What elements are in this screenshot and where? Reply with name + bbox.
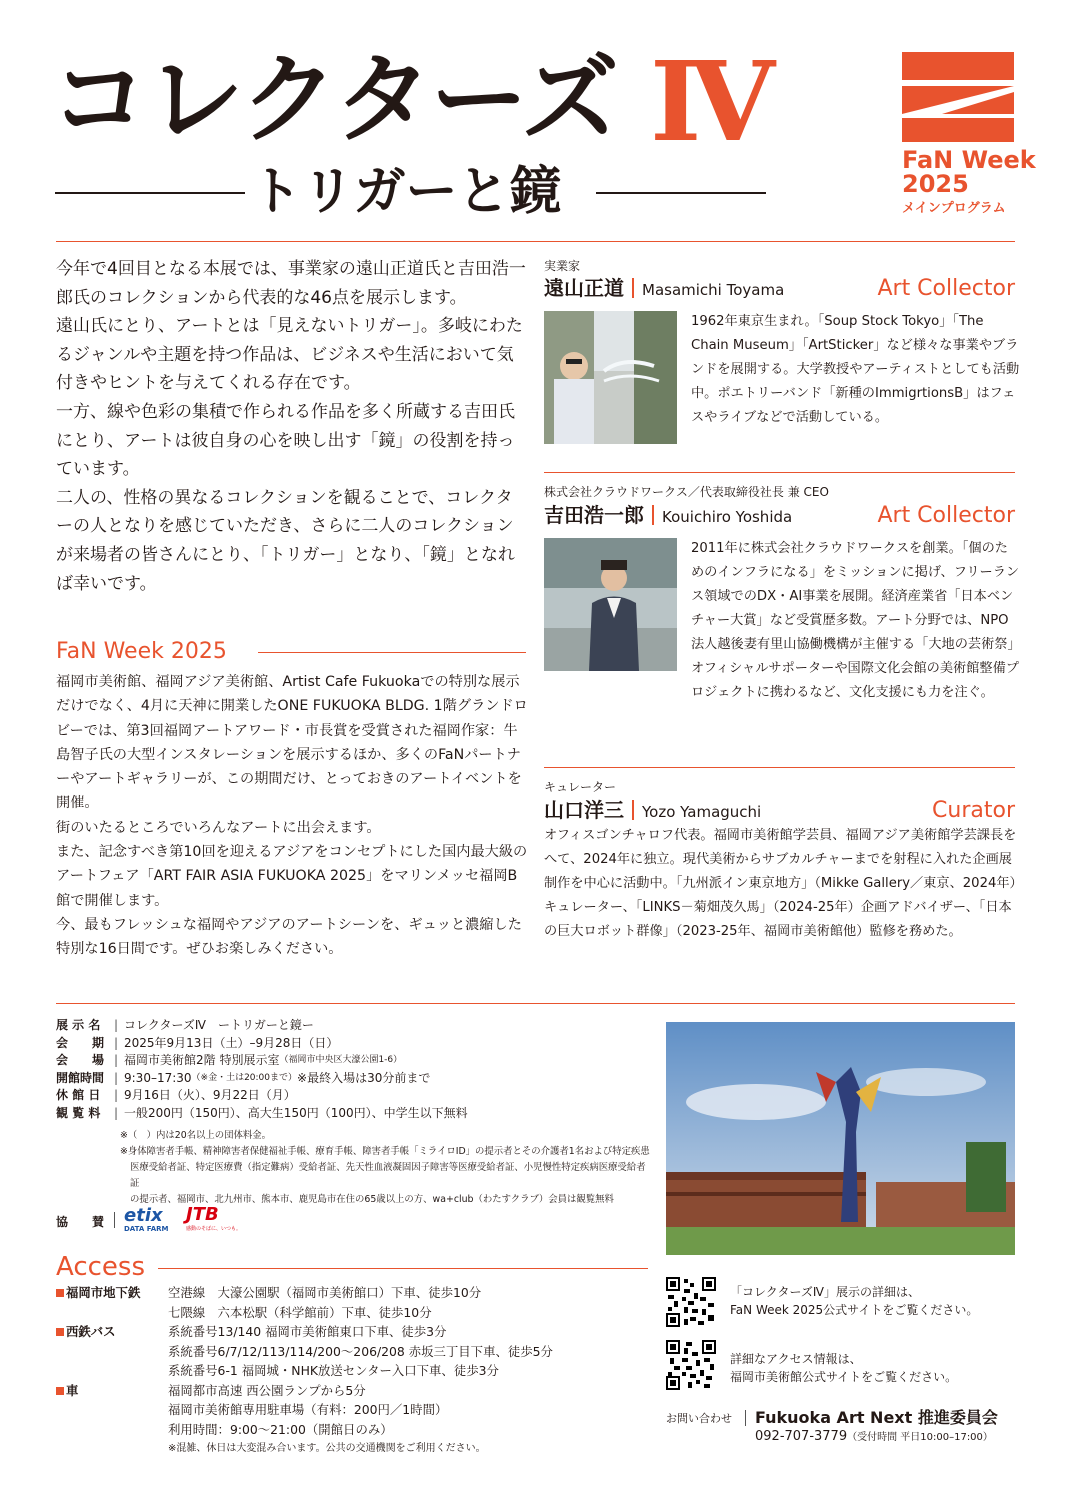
access-rule — [158, 1268, 648, 1269]
access-label: 西鉄バス — [56, 1322, 168, 1381]
qr-caption-line: 詳細なアクセス情報は、 — [730, 1352, 862, 1366]
note-line: の提示者、福岡市、北九州市、熊本市、鹿児島市在住の65歳以上の方、wa+club（わたすクラブ）会員は観覧無料 — [130, 1194, 614, 1205]
intro-text — [56, 255, 526, 598]
title-numeral: Ⅳ — [650, 37, 769, 166]
access-info — [56, 1283, 656, 1459]
fan-week-paragraph: 街のいたるところでいろんなアートに出会えます。 — [56, 819, 381, 836]
person-bio: オフィスゴンチャロフ代表。福岡市美術館学芸員、福岡アジア美術館学芸課長をへて、2024年に独立。現代美術からサブカルチャーまでを射程に入れた企画展制作を中心に活動中。「九州派イン東京地方」（Mikke Gallery／東京、2024年）キュレーター、「LINKS－菊畑茂久馬」（2024-25年）企画アドバイザー、「日本の巨大ロボット群像」（2023-25年、福岡市美術館他）監修を務めた。 — [544, 828, 1017, 939]
person-type: Art Collector — [877, 276, 1015, 301]
info-label: 展 示 名 — [56, 1018, 101, 1032]
person-bio: 2011年に株式会社クラウドワークスを創業。「個のためのインフラになる」をミッションに掲げ、フリーランス領域でのDX・AI事業を展開。経済産業省「日本ベンチャー大賞」など受賞歴多数。アート分野では、NPO法人越後妻有里山協働機構が主催する「大地の芸術祭」オフィシャルサポーターや国際文化会館の美術館整備プロジェクトに携わるなど、文化支援にも力を注ぐ。 — [691, 541, 1021, 700]
access-line: 福岡市美術館専用駐車場（有料：200円／1時間） — [168, 1402, 448, 1417]
note-line: 医療受給者証、特定医療費（指定難病）受給者証、先天性血液凝固因子障害等医療受給者証、小児慢性特定疾病医療受給者証 — [130, 1162, 646, 1189]
qr-caption-line: 「コレクターズⅣ」展示の詳細は、 — [730, 1285, 920, 1299]
info-label: 開館時間 — [56, 1070, 105, 1085]
access-footnote: ※混雑、休日は大変混み合います。公共の交通機関をご利用ください。 — [168, 1443, 486, 1454]
access-line: 系統番号6/7/12/113/114/200〜206/208 赤坂三丁目下車、徒歩5分 — [168, 1343, 553, 1359]
person-name-en: Masamichi Toyama — [642, 281, 785, 299]
subtitle: トリガーと鏡 — [250, 162, 562, 222]
access-line: 利用時間：9:00〜21:00（開館日のみ） — [168, 1421, 393, 1437]
sponsor-label: 協 賛 — [56, 1215, 105, 1229]
info-value: 9月16日（火）、9月22日（月） — [124, 1088, 296, 1103]
info-row: 展 示 名 | コレクターズⅣ ートリガーと鏡ー — [56, 1017, 656, 1035]
page-title: コレクターズ — [50, 43, 618, 157]
access-lines — [168, 1381, 447, 1440]
info-label: 休 館 日 — [56, 1088, 101, 1103]
person-name-ja: 吉田浩一郎 — [544, 503, 644, 527]
fan-week-paragraph: 今、最もフレッシュな福岡やアジアのアートシーンを、ギュッと濃縮した特別な16日間です。ぜひお楽しみください。 — [56, 916, 522, 958]
info-value-note: （福岡市中央区大濠公園1-6） — [279, 1055, 403, 1066]
info-row: 会 場 | 福岡市美術館2階 特別展示室 （福岡市中央区大濠公園1-6） — [56, 1052, 656, 1070]
person-divider — [544, 767, 1015, 768]
sponsor-separator — [114, 1212, 115, 1228]
info-value-tail: ※最終入場は30分前まで — [297, 1070, 431, 1085]
info-row: 観 覧 料 | 一般200円（150円）、高大生150円（100円）、中学生以下無料 — [56, 1105, 656, 1123]
header-divider — [56, 241, 1015, 242]
person-bio: 1962年東京生まれ。「Soup Stock Tokyo」「The Chain Museum」「ArtSticker」など様々な事業やブランドを展開する。大学教授やアーティストとしても活動中。ポエトリーバンド「新種のImmigrtionsB」はフェスやライブなどで活動している。 — [691, 314, 1020, 425]
name-separator — [652, 505, 654, 525]
toyama-photo — [544, 311, 677, 444]
person-name-en: Yozo Yamaguchi — [642, 803, 762, 821]
logo-year: 2025 — [902, 170, 969, 198]
contact-label: お問い合わせ — [666, 1412, 732, 1425]
intro-paragraph: 二人の、性格の異なるコレクションを観ることで、コレクターの人となりを感じていただき、さらに二人のコレクションが来場者の皆さんにとり、「トリガー」となり、「鏡」となれば幸いです。 — [56, 487, 515, 594]
person-role: キュレーター — [544, 780, 617, 794]
qr-caption — [730, 1350, 957, 1386]
person-name-ja: 山口洋三 — [544, 798, 624, 822]
jtb-logo-sub: 感動のそばに、いつも。 — [186, 1226, 242, 1232]
phone-number: 092-707-3779 — [755, 1429, 848, 1444]
access-row — [56, 1283, 656, 1322]
info-value: 一般200円（150円）、高大生150円（100円）、中学生以下無料 — [124, 1105, 468, 1120]
access-row — [56, 1381, 656, 1440]
exhibition-info — [56, 1017, 656, 1123]
subtitle-rule-right — [596, 192, 766, 194]
person-divider — [544, 472, 1015, 473]
info-row: 会 期 | 2025年9月13日（土）–9月28日（日） — [56, 1035, 656, 1053]
subtitle-rule-left — [55, 192, 245, 194]
qr-code-icon[interactable] — [666, 1340, 716, 1390]
etix-logo — [124, 1207, 180, 1233]
logo-subtitle: メインプログラム — [902, 201, 1006, 216]
intro-paragraph: 遠山氏にとり、アートとは「見えないトリガー」。多岐にわたるジャンルや主題を持つ作品は、ビジネスや生活において気付きやヒントを与えてくれる存在です。 — [56, 316, 523, 394]
access-heading: Access — [56, 1252, 146, 1282]
contact-phone — [755, 1428, 993, 1444]
contact-org: Fukuoka Art Next 推進委員会 — [755, 1408, 998, 1427]
note-line: ※（ ）内は20名以上の団体料金。 — [120, 1130, 272, 1141]
access-lines — [168, 1322, 553, 1381]
etix-logo-mark: etix — [124, 1205, 163, 1226]
qr-caption-line: FaN Week 2025公式サイトをご覧ください。 — [730, 1303, 979, 1317]
info-label: 会 期 — [56, 1035, 105, 1050]
info-divider — [56, 1003, 1015, 1004]
access-row — [56, 1322, 656, 1381]
person-name — [544, 502, 792, 530]
info-value-note: （※金・土は20:00まで） — [191, 1072, 298, 1083]
info-label: 会 場 — [56, 1053, 105, 1068]
access-lines — [168, 1283, 481, 1322]
fee-notes — [120, 1128, 650, 1208]
info-value: 2025年9月13日（土）–9月28日（日） — [124, 1035, 339, 1050]
person-name-ja: 遠山正道 — [544, 276, 624, 300]
name-separator — [632, 800, 634, 820]
qr-caption — [730, 1283, 978, 1319]
access-line: 系統番号6-1 福岡城・NHK放送センター入口下車、徒歩3分 — [168, 1363, 499, 1378]
jtb-logo — [186, 1205, 246, 1232]
fan-week-logo-icon — [902, 52, 1014, 142]
note-line: ※身体障害者手帳、精神障害者保健福祉手帳、療育手帳、障害者手帳「ミライロID」の提示者とその介護者1名および特定疾患 — [120, 1146, 650, 1157]
qr-caption-line: 福岡市美術館公式サイトをご覧ください。 — [730, 1370, 958, 1384]
fan-week-heading: FaN Week 2025 — [56, 639, 227, 664]
info-value: 福岡市美術館2階 特別展示室 — [124, 1053, 280, 1068]
person-type: Art Collector — [877, 503, 1015, 528]
person-role: 実業家 — [544, 259, 581, 273]
yoshida-photo — [544, 538, 677, 671]
person-role: 株式会社クラウドワークス／代表取締役社長 兼 CEO — [544, 485, 829, 499]
access-line: 福岡都市高速 西公園ランプから5分 — [168, 1382, 366, 1398]
person-type: Curator — [932, 798, 1015, 823]
access-line: 空港線 大濠公園駅（福岡市美術館口）下車、徒歩10分 — [168, 1285, 482, 1300]
person-name — [544, 275, 784, 303]
info-value: 9:30–17:30 — [124, 1070, 192, 1085]
access-label: 福岡市地下鉄 — [56, 1283, 168, 1322]
museum-photo — [666, 1022, 1015, 1255]
access-line: 系統番号13/140 福岡市美術館東口下車、徒歩3分 — [168, 1324, 447, 1339]
fan-week-body — [56, 670, 531, 962]
info-row: 休 館 日 | 9月16日（火）、9月22日（月） — [56, 1087, 656, 1105]
fan-week-paragraph: 福岡市美術館、福岡アジア美術館、Artist Cafe Fukuokaでの特別な展示だけでなく、4月に天神に開業したONE FUKUOKA BLDG. 1階グランドロビーでは、第3回福岡アートアワード・市長賞を受賞された福岡作家：牛島智子氏の大型インスタレーションを展示するほか、多くのFaNパートナーやアートギャラリーが、この期間だけ、とっておきのアートイベントを開催。 — [56, 674, 528, 812]
qr-code-icon[interactable] — [666, 1277, 716, 1327]
contact-separator — [745, 1410, 746, 1426]
intro-paragraph: 今年で4回目となる本展では、事業家の遠山正道氏と吉田浩一郎氏のコレクションから代表的な46点を展示します。 — [56, 259, 526, 308]
jtb-logo-mark: JTB — [186, 1204, 219, 1225]
access-line: 七隈線 六本松駅（科学館前）下車、徒歩10分 — [168, 1304, 432, 1320]
logo-name: FaN Week — [902, 146, 1036, 174]
intro-paragraph: 一方、線や色彩の集積で作られる作品を多く所蔵する吉田氏にとり、アートは彼自身の心を映し出す「鏡」の役割を持っています。 — [56, 401, 515, 480]
person-name-en: Kouichiro Yoshida — [662, 508, 793, 526]
fan-week-rule — [258, 652, 526, 653]
access-label: 車 — [56, 1381, 168, 1440]
info-row: 開館時間 | 9:30–17:30 （※金・土は20:00まで） ※最終入場は30分前まで — [56, 1070, 656, 1088]
name-separator — [632, 278, 634, 298]
person-name — [544, 797, 761, 825]
etix-logo-sub: DATA FARM — [124, 1225, 169, 1233]
info-value: コレクターズⅣ ートリガーと鏡ー — [124, 1018, 314, 1032]
info-label: 観 覧 料 — [56, 1105, 101, 1120]
phone-hours: （受付時間 平日10:00–17:00） — [847, 1432, 993, 1443]
fan-week-paragraph: また、記念すべき第10回を迎えるアジアをコンセプトにした国内最大級のアートフェア「ART FAIR ASIA FUKUOKA 2025」をマリンメッセ福岡B館で開催します。 — [56, 844, 528, 909]
